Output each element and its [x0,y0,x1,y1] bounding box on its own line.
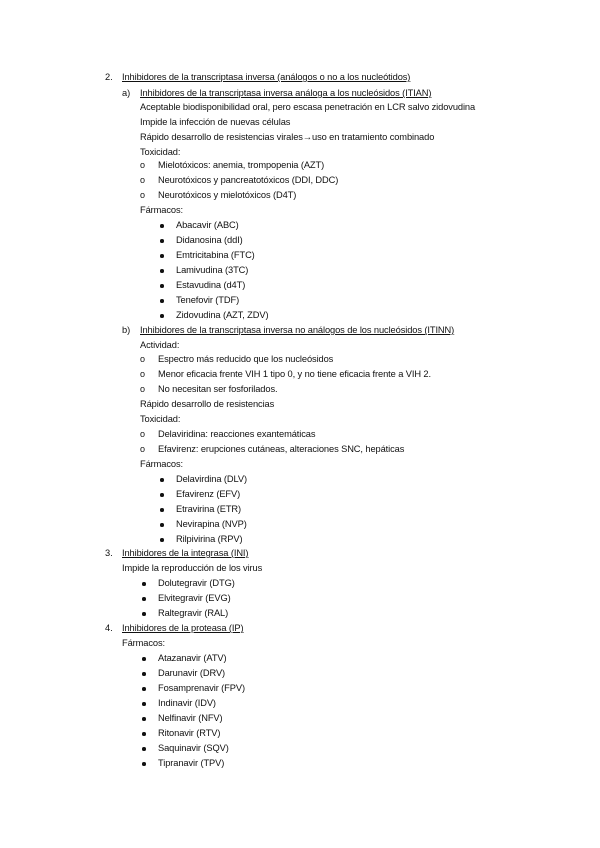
bullet-icon [160,299,164,303]
circle-bullet-icon: o [140,384,146,394]
section-number: 4. [105,623,113,633]
text-line: Rápido desarrollo de resistencias virales→uso en tratamiento combinado [140,132,435,142]
section-title: Inhibidores de la integrasa (INI) [122,548,249,558]
label-line: Toxicidad: [140,147,181,157]
list-item: Menor eficacia frente VIH 1 tipo 0, y no tiene eficacia frente a VIH 2. [158,369,431,379]
list-item: Emtricitabina (FTC) [176,250,255,260]
bullet-icon [160,523,164,527]
list-item: Delavirdina (DLV) [176,474,247,484]
circle-bullet-icon: o [140,444,146,454]
list-item: Didanosina (ddI) [176,235,243,245]
bullet-icon [142,672,146,676]
list-item: Estavudina (d4T) [176,280,246,290]
circle-bullet-icon: o [140,429,146,439]
section-number: 2. [105,72,113,82]
list-item: Tipranavir (TPV) [158,758,225,768]
list-item: Efavirenz (EFV) [176,489,241,499]
bullet-icon [142,597,146,601]
label-line: Actividad: [140,340,180,350]
bullet-icon [142,582,146,586]
list-item: Elvitegravir (EVG) [158,593,231,603]
bullet-icon [160,239,164,243]
list-item: Lamivudina (3TC) [176,265,249,275]
section-title: Inhibidores de la transcriptasa inversa (análogos o no a los nucleótidos) [122,72,411,82]
bullet-icon [142,747,146,751]
label-line: Fármacos: [140,205,184,215]
bullet-icon [160,493,164,497]
label-line: Toxicidad: [140,414,181,424]
text-line: Aceptable biodisponibilidad oral, pero escasa penetración en LCR salvo zidovudina [140,102,476,112]
list-item: Dolutegravir (DTG) [158,578,235,588]
bullet-icon [160,478,164,482]
bullet-icon [160,224,164,228]
list-item: Efavirenz: erupciones cutáneas, alteraciones SNC, hepáticas [158,444,405,454]
list-item: Ritonavir (RTV) [158,728,221,738]
circle-bullet-icon: o [140,369,146,379]
list-item: Tenefovir (TDF) [176,295,240,305]
text-line: Rápido desarrollo de resistencias [140,399,275,409]
subsection-mark: b) [122,325,131,335]
circle-bullet-icon: o [140,175,146,185]
bullet-icon [160,314,164,318]
list-item: Espectro más reducido que los nucleósidos [158,354,334,364]
subsection-mark: a) [122,88,131,98]
text-line: Impide la reproducción de los virus [122,563,263,573]
list-item: Fosamprenavir (FPV) [158,683,245,693]
bullet-icon [142,612,146,616]
bullet-icon [160,254,164,258]
list-item: Atazanavir (ATV) [158,653,227,663]
subsection-title: Inhibidores de la transcriptasa inversa no análogos de los nucleósidos (ITINN) [140,325,455,335]
list-item: Nevirapina (NVP) [176,519,247,529]
list-item: Zidovudina (AZT, ZDV) [176,310,269,320]
bullet-icon [160,538,164,542]
label-line: Fármacos: [122,638,166,648]
bullet-icon [160,508,164,512]
text-line: Impide la infección de nuevas células [140,117,291,127]
list-item: Mielotóxicos: anemia, trompopenia (AZT) [158,160,325,170]
circle-bullet-icon: o [140,190,146,200]
list-item: Indinavir (IDV) [158,698,216,708]
list-item: No necesitan ser fosforilados. [158,384,278,394]
bullet-icon [142,732,146,736]
bullet-icon [142,687,146,691]
bullet-icon [160,284,164,288]
list-item: Neurotóxicos y pancreatotóxicos (DDI, DDC) [158,175,339,185]
bullet-icon [142,762,146,766]
list-item: Delaviridina: reacciones exantemáticas [158,429,316,439]
section-title: Inhibidores de la proteasa (IP) [122,623,244,633]
list-item: Neurotóxicos y mielotóxicos (D4T) [158,190,297,200]
circle-bullet-icon: o [140,160,146,170]
circle-bullet-icon: o [140,354,146,364]
bullet-icon [142,702,146,706]
bullet-icon [142,657,146,661]
list-item: Nelfinavir (NFV) [158,713,223,723]
list-item: Etravirina (ETR) [176,504,242,514]
bullet-icon [160,269,164,273]
section-number: 3. [105,548,113,558]
label-line: Fármacos: [140,459,184,469]
list-item: Saquinavir (SQV) [158,743,229,753]
list-item: Raltegravir (RAL) [158,608,229,618]
list-item: Darunavir (DRV) [158,668,226,678]
bullet-icon [142,717,146,721]
list-item: Abacavir (ABC) [176,220,239,230]
list-item: Rilpivirina (RPV) [176,534,243,544]
subsection-title: Inhibidores de la transcriptasa inversa análoga a los nucleósidos (ITIAN) [140,88,432,98]
